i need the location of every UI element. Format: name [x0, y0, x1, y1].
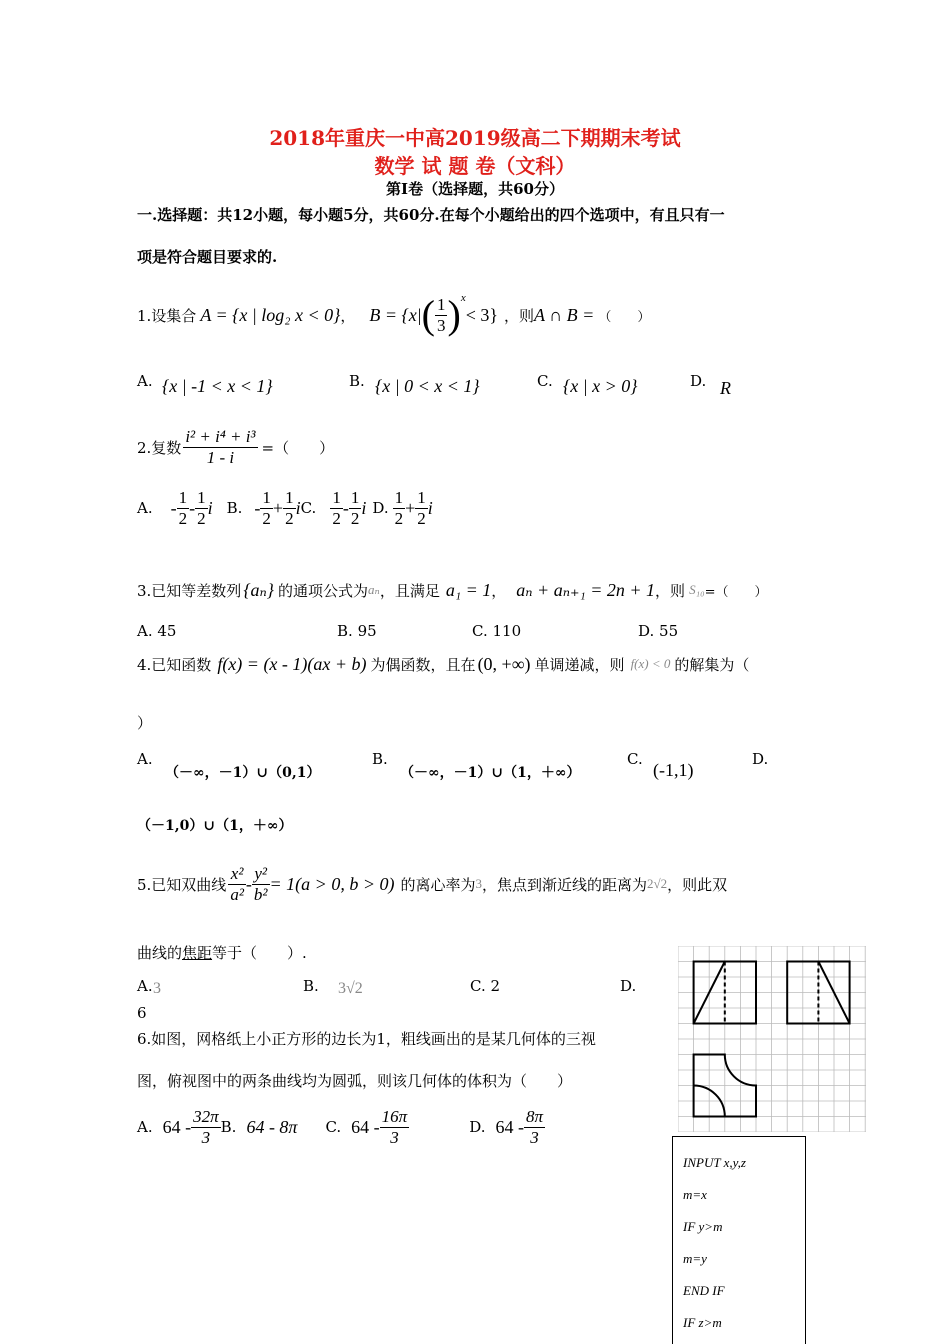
question-5: 5.已知双曲线 $\frac{\text{x²}}{\text{a²}}$ - $\frac{\text{y²}}{\text{b²}}$ = 1(a > 0, b > 0) 的离心率为 3 ，焦点到渐近线的距离为 2√2 ，则此双: [137, 863, 728, 904]
program-box: [672, 1136, 806, 1344]
q4-option-b: （－∞，－1）∪（1，＋∞）: [400, 765, 581, 781]
q5-option-b-label: B.: [303, 977, 319, 995]
q1-option-b-label: B.: [349, 372, 365, 390]
question-1: 1.设集合 A = {x | log₂ x < 0} ， B = {x| ( $\frac{1}{3}$ ) x < 3} ，则 A ∩ B = （ ）: [137, 292, 651, 337]
fraction-one-third: $\frac{1}{3}$: [436, 294, 446, 335]
q1-option-b: {x | 0 < x < 1}: [375, 376, 480, 396]
set-a: A = {x | log₂ x < 0}: [200, 304, 341, 325]
intersection-expr: A ∩ B =: [534, 304, 595, 325]
q1-option-c: {x | x > 0}: [563, 376, 638, 396]
q1-option-d: R: [720, 378, 731, 398]
question-2: 2.复数 $\frac{\text{i² + i⁴ + i³}}{1 - i}$ =（ ）: [137, 426, 335, 467]
q6-line2: 图，俯视图中的两条曲线均为圆弧，则该几何体的体积为（ ）: [137, 1072, 573, 1090]
focal-distance-term: 焦距: [182, 944, 213, 962]
q4-option-d-label: D.: [752, 750, 769, 768]
program-line: IF y>m: [683, 1219, 723, 1234]
q1-option-c-label: C.: [537, 372, 553, 390]
q4-option-a: （－∞，－1）∪（0,1）: [165, 765, 321, 781]
program-line: m=x: [683, 1187, 707, 1202]
q3-option-c: C. 110: [472, 622, 522, 640]
q5-option-d-label: D.: [620, 977, 637, 995]
q6-line1: 6.如图，网格纸上小正方形的边长为1，粗线画出的是某几何体的三视: [137, 1030, 596, 1048]
three-view-figure: [678, 946, 866, 1132]
question-4: 4.已知函数 f(x) = (x - 1)(ax + b) 为偶函数，且在 (0, +∞) 单调递减，则 f(x) < 0 的解集为（: [137, 653, 750, 674]
q5-option-a: 3: [153, 980, 161, 997]
q1-option-d-label: D.: [690, 372, 707, 390]
q2-options: A. - $\frac{1}{2}$ - $\frac{1}{2}$ i B. - $\frac{1}{2}$ + $\frac{1}{2}$ i C. $\frac{1}{2}$ - $\frac{1}{2}$ i D. $\frac{1}{2}$ + $\frac{1}{2}$ i: [137, 487, 433, 528]
program-line: IF z>m: [683, 1315, 722, 1330]
question-3: 3.已知等差数列 {aₙ} 的通项公式为 aₙ ，且满足 a₁ = 1 ， aₙ + aₙ₊₁ = 2n + 1 ，则 S₁₀ =（ ）: [137, 579, 768, 600]
q6-options: A. 64 - $\frac{32\pi}{3}$ B. 64 - 8π C. 64 - $\frac{16\pi}{3}$ D. 64 - $\frac{8\pi}{3}$: [137, 1106, 543, 1147]
q1-option-a: {x | -1 < x < 1}: [162, 376, 273, 396]
q5-option-d: 6: [137, 1004, 147, 1022]
q4-option-a-label: A.: [137, 750, 153, 768]
q5-option-b: 3√2: [338, 980, 363, 997]
q5-option-a-label: A.: [137, 977, 153, 995]
q5-option-c: C. 2: [470, 977, 501, 995]
program-line: m=y: [683, 1251, 707, 1266]
q4-option-c-label: C.: [627, 750, 643, 768]
q4-option-d: （－1,0）∪（1，＋∞）: [137, 818, 293, 834]
exam-subtitle: 数学 试 题 卷（文科）: [374, 154, 576, 178]
q4-option-b-label: B.: [372, 750, 388, 768]
q5-line2: 曲线的焦距等于（ ）.: [137, 944, 307, 962]
q3-option-d: D. 55: [638, 622, 679, 640]
q3-option-b: B. 95: [337, 622, 377, 640]
complex-fraction: $\frac{\text{i² + i⁴ + i³}}{1 - i}$: [185, 426, 256, 467]
q1-option-a-label: A.: [137, 372, 153, 390]
grid-lines: [678, 946, 866, 1132]
exam-title: 2018年重庆一中高2019级高二下期期末考试: [269, 126, 681, 150]
q3-option-a: A. 45: [137, 622, 177, 640]
q4-close-paren: ）: [137, 714, 153, 732]
program-line: END IF: [683, 1283, 725, 1298]
instructions-line2: 项是符合题目要求的.: [137, 248, 278, 266]
program-line: INPUT x,y,z: [683, 1155, 746, 1170]
q4-option-c: (-1,1): [653, 760, 694, 780]
section-heading: 第I卷（选择题，共60分）: [386, 180, 564, 198]
instructions-line1: 一.选择题：共12小题，每小题5分，共60分.在每个小题给出的四个选项中，有且只有一: [137, 206, 725, 224]
